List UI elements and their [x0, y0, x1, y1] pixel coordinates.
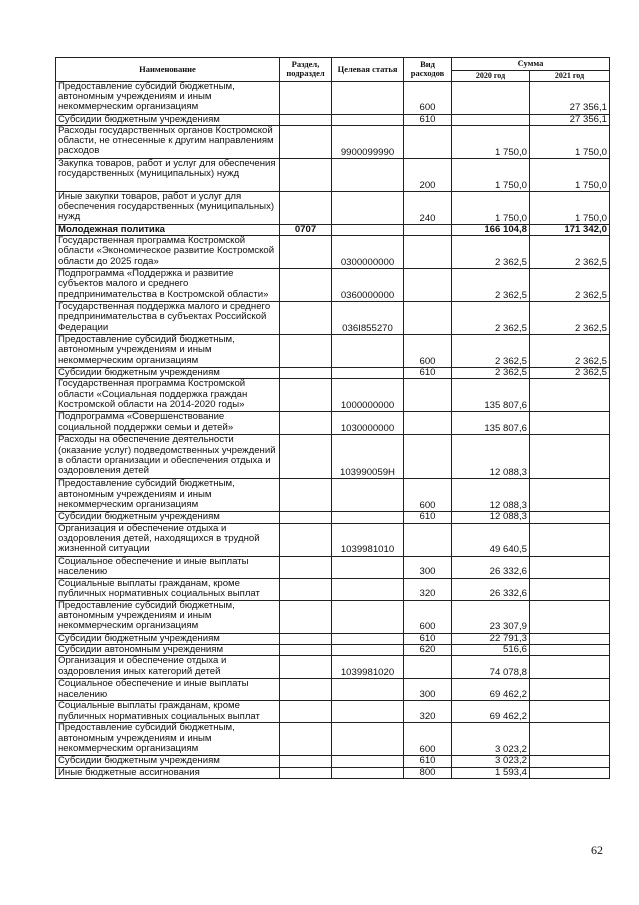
- row-sum-2020: 2 362,5: [452, 368, 530, 379]
- row-name: Субсидии бюджетным учреждениям: [56, 114, 280, 125]
- row-name: Субсидии автономным учреждениям: [56, 644, 280, 655]
- row-sum-2021: [530, 556, 610, 578]
- row-sum-2020: 12 088,3: [452, 512, 530, 523]
- row-sum-2021: [530, 767, 610, 778]
- row-sum-2020: 2 362,5: [452, 335, 530, 368]
- row-sum-2020: 12 088,3: [452, 479, 530, 512]
- row-section: [280, 158, 332, 191]
- row-target: [332, 578, 404, 600]
- row-name: Подпрограмма «Совершенствование социальной поддержки семьи и детей»: [56, 412, 280, 435]
- table-row: [56, 578, 610, 600]
- row-sum-2020: 12 088,3: [452, 435, 530, 479]
- row-type: 610: [404, 114, 452, 125]
- row-sum-2020: 3 023,2: [452, 723, 530, 756]
- row-type: [404, 435, 452, 479]
- row-target: [332, 679, 404, 701]
- table-row: [56, 335, 610, 368]
- row-sum-2020: [452, 81, 530, 114]
- row-sum-2021: [530, 412, 610, 435]
- row-name: Предоставление субсидий бюджетным, автономным учреждениям и иным некоммерческим организациям: [56, 81, 280, 114]
- header-year-2021: 2021 год: [530, 71, 610, 82]
- row-sum-2020: 69 462,2: [452, 701, 530, 723]
- row-section: [280, 633, 332, 644]
- row-section: [280, 644, 332, 655]
- row-sum-2020: 135 807,6: [452, 379, 530, 412]
- row-section: [280, 81, 332, 114]
- row-target: [332, 756, 404, 767]
- row-sum-2021: [530, 723, 610, 756]
- row-type: [404, 379, 452, 412]
- table-row: [56, 368, 610, 379]
- row-sum-2020: 22 791,3: [452, 633, 530, 644]
- header-year-2020: 2020 год: [452, 71, 530, 82]
- row-type: 600: [404, 335, 452, 368]
- table-row: [56, 523, 610, 556]
- row-type: 600: [404, 479, 452, 512]
- row-sum-2020: 49 640,5: [452, 523, 530, 556]
- row-target: [332, 767, 404, 778]
- row-sum-2020: 26 332,6: [452, 556, 530, 578]
- row-target: 036I855270: [332, 302, 404, 335]
- row-name: Расходы государственных органов Костромской области, не отнесенные к другим направлениям расходов: [56, 125, 280, 158]
- table-body: [56, 81, 610, 778]
- table-header: [56, 58, 610, 82]
- row-section: [280, 114, 332, 125]
- row-sum-2021: 27 356,1: [530, 81, 610, 114]
- row-section: [280, 191, 332, 224]
- row-sum-2021: 1 750,0: [530, 125, 610, 158]
- row-target: 0360000000: [332, 269, 404, 302]
- row-sum-2020: 3 023,2: [452, 756, 530, 767]
- row-type: [404, 523, 452, 556]
- row-type: 320: [404, 701, 452, 723]
- row-type: [404, 236, 452, 269]
- table-row: [56, 512, 610, 523]
- row-type: [404, 125, 452, 158]
- row-target: 1039981020: [332, 656, 404, 679]
- budget-table: [55, 57, 610, 779]
- row-section: [280, 600, 332, 633]
- row-target: [332, 701, 404, 723]
- table-row: [56, 756, 610, 767]
- table-row: [56, 633, 610, 644]
- row-type: 600: [404, 81, 452, 114]
- row-sum-2021: [530, 479, 610, 512]
- row-name: Социальные выплаты гражданам, кроме публичных нормативных социальных выплат: [56, 701, 280, 723]
- row-type: 610: [404, 512, 452, 523]
- row-type: [404, 224, 452, 235]
- row-name: Субсидии бюджетным учреждениям: [56, 633, 280, 644]
- row-sum-2021: 171 342,0: [530, 224, 610, 235]
- row-target: 1039981010: [332, 523, 404, 556]
- row-name: Предоставление субсидий бюджетным, автономным учреждениям и иным некоммерческим организациям: [56, 600, 280, 633]
- header-section: Раздел, подраздел: [280, 58, 332, 82]
- row-sum-2021: 2 362,5: [530, 335, 610, 368]
- row-section: [280, 269, 332, 302]
- row-target: [332, 633, 404, 644]
- row-section: [280, 679, 332, 701]
- header-target: Целевая статья: [332, 58, 404, 82]
- table-row: [56, 302, 610, 335]
- row-sum-2020: 26 332,6: [452, 578, 530, 600]
- row-name: Социальные выплаты гражданам, кроме публичных нормативных социальных выплат: [56, 578, 280, 600]
- row-sum-2021: 27 356,1: [530, 114, 610, 125]
- table-row: [56, 224, 610, 235]
- row-type: 300: [404, 556, 452, 578]
- table-row: [56, 435, 610, 479]
- row-section: [280, 578, 332, 600]
- row-target: [332, 224, 404, 235]
- row-target: 1000000000: [332, 379, 404, 412]
- table-row: [56, 379, 610, 412]
- row-section: [280, 767, 332, 778]
- row-sum-2021: [530, 644, 610, 655]
- row-section: [280, 125, 332, 158]
- table-row: [56, 158, 610, 191]
- row-sum-2021: [530, 701, 610, 723]
- row-type: 610: [404, 633, 452, 644]
- row-sum-2020: 516,6: [452, 644, 530, 655]
- row-name: Государственная программа Костромской области «Экономическое развитие Костромской области до 2025 года»: [56, 236, 280, 269]
- row-sum-2020: 23 307,9: [452, 600, 530, 633]
- row-target: [332, 723, 404, 756]
- table-row: [56, 701, 610, 723]
- row-target: [332, 479, 404, 512]
- header-name: Наименование: [56, 58, 280, 82]
- row-target: [332, 600, 404, 633]
- row-type: 240: [404, 191, 452, 224]
- row-type: 620: [404, 644, 452, 655]
- header-sum: Сумма: [452, 58, 610, 71]
- table-row: [56, 656, 610, 679]
- row-name: Предоставление субсидий бюджетным, автономным учреждениям и иным некоммерческим организациям: [56, 335, 280, 368]
- row-sum-2020: 2 362,5: [452, 269, 530, 302]
- row-sum-2020: 1 750,0: [452, 158, 530, 191]
- row-sum-2020: 2 362,5: [452, 236, 530, 269]
- table-row: [56, 191, 610, 224]
- row-target: 9900099990: [332, 125, 404, 158]
- row-section: [280, 701, 332, 723]
- row-name: Закупка товаров, работ и услуг для обеспечения государственных (муниципальных) нужд: [56, 158, 280, 191]
- row-target: [332, 368, 404, 379]
- row-section: [280, 556, 332, 578]
- row-section: [280, 512, 332, 523]
- page-number: 62: [591, 843, 603, 857]
- row-section: [280, 302, 332, 335]
- row-target: [332, 191, 404, 224]
- table-row: [56, 679, 610, 701]
- row-target: [332, 512, 404, 523]
- row-sum-2020: [452, 114, 530, 125]
- row-name: Социальное обеспечение и иные выплаты населению: [56, 556, 280, 578]
- row-type: 300: [404, 679, 452, 701]
- row-type: [404, 269, 452, 302]
- row-name: Иные бюджетные ассигнования: [56, 767, 280, 778]
- row-type: 600: [404, 723, 452, 756]
- table-row: [56, 125, 610, 158]
- row-target: 1030000000: [332, 412, 404, 435]
- table-row: [56, 644, 610, 655]
- row-target: [332, 335, 404, 368]
- table-row: [56, 479, 610, 512]
- row-sum-2021: 2 362,5: [530, 302, 610, 335]
- row-name: Государственная поддержка малого и среднего предпринимательства в субъектах Российской Федерации: [56, 302, 280, 335]
- row-sum-2020: 135 807,6: [452, 412, 530, 435]
- row-type: 610: [404, 756, 452, 767]
- row-section: [280, 479, 332, 512]
- budget-table-sheet: [55, 57, 609, 779]
- row-sum-2021: [530, 633, 610, 644]
- row-name: Молодежная политика: [56, 224, 280, 235]
- row-type: 600: [404, 600, 452, 633]
- row-sum-2020: 69 462,2: [452, 679, 530, 701]
- row-name: Государственная программа Костромской области «Социальная поддержка граждан Костромской области на 2014-2020 годы»: [56, 379, 280, 412]
- row-name: Субсидии бюджетным учреждениям: [56, 756, 280, 767]
- row-name: Предоставление субсидий бюджетным, автономным учреждениям и иным некоммерческим организациям: [56, 723, 280, 756]
- row-sum-2021: 1 750,0: [530, 191, 610, 224]
- row-section: [280, 756, 332, 767]
- row-name: Организация и обеспечение отдыха и оздоровления детей, находящихся в трудной жизненной ситуации: [56, 523, 280, 556]
- row-target: [332, 158, 404, 191]
- row-section: [280, 723, 332, 756]
- row-name: Организация и обеспечение отдыха и оздоровления иных категорий детей: [56, 656, 280, 679]
- table-row: [56, 236, 610, 269]
- table-row: [56, 81, 610, 114]
- row-name: Предоставление субсидий бюджетным, автономным учреждениям и иным некоммерческим организациям: [56, 479, 280, 512]
- row-sum-2020: 74 078,8: [452, 656, 530, 679]
- row-sum-2021: 2 362,5: [530, 368, 610, 379]
- row-sum-2021: [530, 578, 610, 600]
- row-type: 320: [404, 578, 452, 600]
- row-target: [332, 81, 404, 114]
- row-section: [280, 412, 332, 435]
- row-sum-2021: 1 750,0: [530, 158, 610, 191]
- row-sum-2020: 1 750,0: [452, 125, 530, 158]
- row-sum-2021: [530, 600, 610, 633]
- table-row: [56, 767, 610, 778]
- row-sum-2020: 1 750,0: [452, 191, 530, 224]
- row-name: Расходы на обеспечение деятельности (оказание услуг) подведомственных учреждений в области организации и обеспечения отдыха и оздоровления детей: [56, 435, 280, 479]
- row-type: [404, 412, 452, 435]
- row-section: [280, 236, 332, 269]
- row-sum-2021: [530, 756, 610, 767]
- row-sum-2021: [530, 379, 610, 412]
- row-sum-2020: 166 104,8: [452, 224, 530, 235]
- row-section: [280, 379, 332, 412]
- row-section: [280, 368, 332, 379]
- row-sum-2020: 1 593,4: [452, 767, 530, 778]
- row-sum-2021: [530, 512, 610, 523]
- row-sum-2021: [530, 656, 610, 679]
- row-target: 103990059Н: [332, 435, 404, 479]
- row-sum-2020: 2 362,5: [452, 302, 530, 335]
- row-type: [404, 302, 452, 335]
- row-type: [404, 656, 452, 679]
- row-sum-2021: [530, 435, 610, 479]
- row-section: [280, 656, 332, 679]
- row-section: [280, 435, 332, 479]
- table-row: [56, 269, 610, 302]
- row-target: 0300000000: [332, 236, 404, 269]
- header-type: Вид расходов: [404, 58, 452, 82]
- table-row: [56, 723, 610, 756]
- row-section: 0707: [280, 224, 332, 235]
- row-name: Социальное обеспечение и иные выплаты населению: [56, 679, 280, 701]
- row-name: Подпрограмма «Поддержка и развитие субъектов малого и среднего предпринимательства в Костромской области»: [56, 269, 280, 302]
- row-section: [280, 523, 332, 556]
- table-row: [56, 114, 610, 125]
- table-row: [56, 600, 610, 633]
- row-type: 200: [404, 158, 452, 191]
- row-type: 800: [404, 767, 452, 778]
- row-sum-2021: [530, 679, 610, 701]
- row-target: [332, 114, 404, 125]
- row-target: [332, 556, 404, 578]
- row-sum-2021: [530, 523, 610, 556]
- row-type: 610: [404, 368, 452, 379]
- table-row: [56, 556, 610, 578]
- row-sum-2021: 2 362,5: [530, 269, 610, 302]
- row-target: [332, 644, 404, 655]
- row-section: [280, 335, 332, 368]
- row-name: Иные закупки товаров, работ и услуг для обеспечения государственных (муниципальных) нужд: [56, 191, 280, 224]
- row-sum-2021: 2 362,5: [530, 236, 610, 269]
- table-row: [56, 412, 610, 435]
- row-name: Субсидии бюджетным учреждениям: [56, 512, 280, 523]
- row-name: Субсидии бюджетным учреждениям: [56, 368, 280, 379]
